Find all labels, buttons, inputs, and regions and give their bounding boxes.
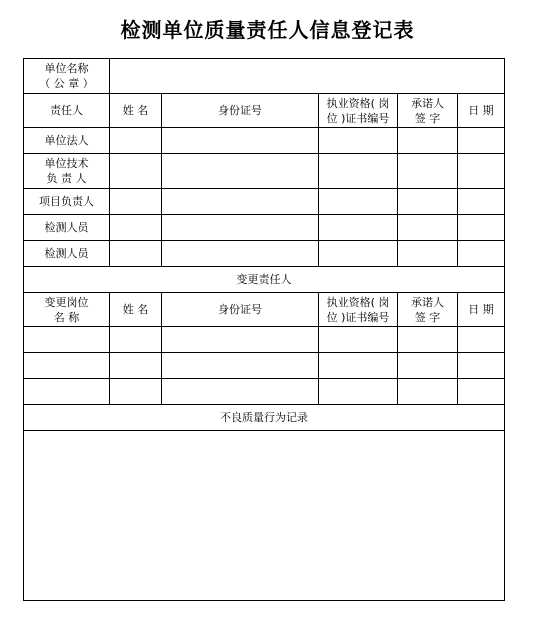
pledge-cell[interactable] bbox=[398, 241, 458, 267]
responsible-row bbox=[24, 189, 505, 215]
date-cell[interactable] bbox=[458, 215, 505, 241]
change-role-cell[interactable] bbox=[24, 353, 110, 379]
unit-name-label: 单位名称 （ 公 章 ） bbox=[24, 59, 110, 94]
change-name-cell[interactable] bbox=[110, 327, 162, 353]
header-id-number: 身份证号 bbox=[162, 94, 319, 128]
form-title: 检测单位质量责任人信息登记表 bbox=[120, 18, 415, 42]
bad-record-row bbox=[24, 431, 505, 601]
change-row bbox=[24, 353, 505, 379]
change-name-cell[interactable] bbox=[110, 379, 162, 405]
id-number-cell[interactable] bbox=[162, 215, 319, 241]
change-date-cell[interactable] bbox=[458, 379, 505, 405]
header-qualification: 执业资格( 岗 位 )证书编号 bbox=[319, 94, 398, 128]
change-pledge-cell[interactable] bbox=[398, 379, 458, 405]
name-cell[interactable] bbox=[110, 189, 162, 215]
change-id-number-cell[interactable] bbox=[162, 353, 319, 379]
change-id-number-cell[interactable] bbox=[162, 327, 319, 353]
id-number-cell[interactable] bbox=[162, 128, 319, 154]
role-cell: 项目负责人 bbox=[24, 189, 110, 215]
role-cell: 检测人员 bbox=[24, 241, 110, 267]
change-date-cell[interactable] bbox=[458, 327, 505, 353]
qualification-cell[interactable] bbox=[319, 241, 398, 267]
date-cell[interactable] bbox=[458, 128, 505, 154]
change-qualification-cell[interactable] bbox=[319, 379, 398, 405]
change-role-cell[interactable] bbox=[24, 327, 110, 353]
header-role: 责任人 bbox=[24, 94, 110, 128]
name-cell[interactable] bbox=[110, 215, 162, 241]
unit-name-field[interactable] bbox=[110, 59, 505, 94]
change-section-row bbox=[24, 267, 505, 293]
responsible-row bbox=[24, 241, 505, 267]
role-cell: 单位技术 负 责 人 bbox=[24, 154, 110, 189]
role-cell: 检测人员 bbox=[24, 215, 110, 241]
name-cell[interactable] bbox=[110, 154, 162, 189]
bad-record-title: 不良质量行为记录 bbox=[24, 405, 505, 431]
bad-record-title-row bbox=[24, 405, 505, 431]
header-pledge: 承诺人 签 字 bbox=[398, 94, 458, 128]
qualification-cell[interactable] bbox=[319, 189, 398, 215]
change-header-role: 变更岗位 名 称 bbox=[24, 293, 110, 327]
change-header-qualification: 执业资格( 岗 位 )证书编号 bbox=[319, 293, 398, 327]
change-header-id-number: 身份证号 bbox=[162, 293, 319, 327]
pledge-cell[interactable] bbox=[398, 215, 458, 241]
date-cell[interactable] bbox=[458, 154, 505, 189]
id-number-cell[interactable] bbox=[162, 189, 319, 215]
bad-record-area[interactable] bbox=[24, 431, 505, 601]
name-cell[interactable] bbox=[110, 241, 162, 267]
change-qualification-cell[interactable] bbox=[319, 353, 398, 379]
pledge-cell[interactable] bbox=[398, 128, 458, 154]
change-header-pledge: 承诺人 签 字 bbox=[398, 293, 458, 327]
role-cell: 单位法人 bbox=[24, 128, 110, 154]
change-qualification-cell[interactable] bbox=[319, 327, 398, 353]
change-section-title: 变更责任人 bbox=[24, 267, 505, 293]
change-row bbox=[24, 327, 505, 353]
id-number-cell[interactable] bbox=[162, 154, 319, 189]
header-date: 日 期 bbox=[458, 94, 505, 128]
change-id-number-cell[interactable] bbox=[162, 379, 319, 405]
change-header-date: 日 期 bbox=[458, 293, 505, 327]
qualification-cell[interactable] bbox=[319, 215, 398, 241]
unit-name-row bbox=[24, 59, 505, 94]
change-row bbox=[24, 379, 505, 405]
change-header-name: 姓 名 bbox=[110, 293, 162, 327]
responsible-row bbox=[24, 128, 505, 154]
qualification-cell[interactable] bbox=[319, 128, 398, 154]
change-pledge-cell[interactable] bbox=[398, 327, 458, 353]
date-cell[interactable] bbox=[458, 189, 505, 215]
change-pledge-cell[interactable] bbox=[398, 353, 458, 379]
pledge-cell[interactable] bbox=[398, 189, 458, 215]
responsible-row bbox=[24, 154, 505, 189]
responsible-header-row bbox=[24, 94, 505, 128]
responsible-row bbox=[24, 215, 505, 241]
registration-table bbox=[23, 58, 505, 601]
change-date-cell[interactable] bbox=[458, 353, 505, 379]
change-name-cell[interactable] bbox=[110, 353, 162, 379]
name-cell[interactable] bbox=[110, 128, 162, 154]
pledge-cell[interactable] bbox=[398, 154, 458, 189]
header-name: 姓 名 bbox=[110, 94, 162, 128]
change-role-cell[interactable] bbox=[24, 379, 110, 405]
change-header-row bbox=[24, 293, 505, 327]
date-cell[interactable] bbox=[458, 241, 505, 267]
qualification-cell[interactable] bbox=[319, 154, 398, 189]
id-number-cell[interactable] bbox=[162, 241, 319, 267]
